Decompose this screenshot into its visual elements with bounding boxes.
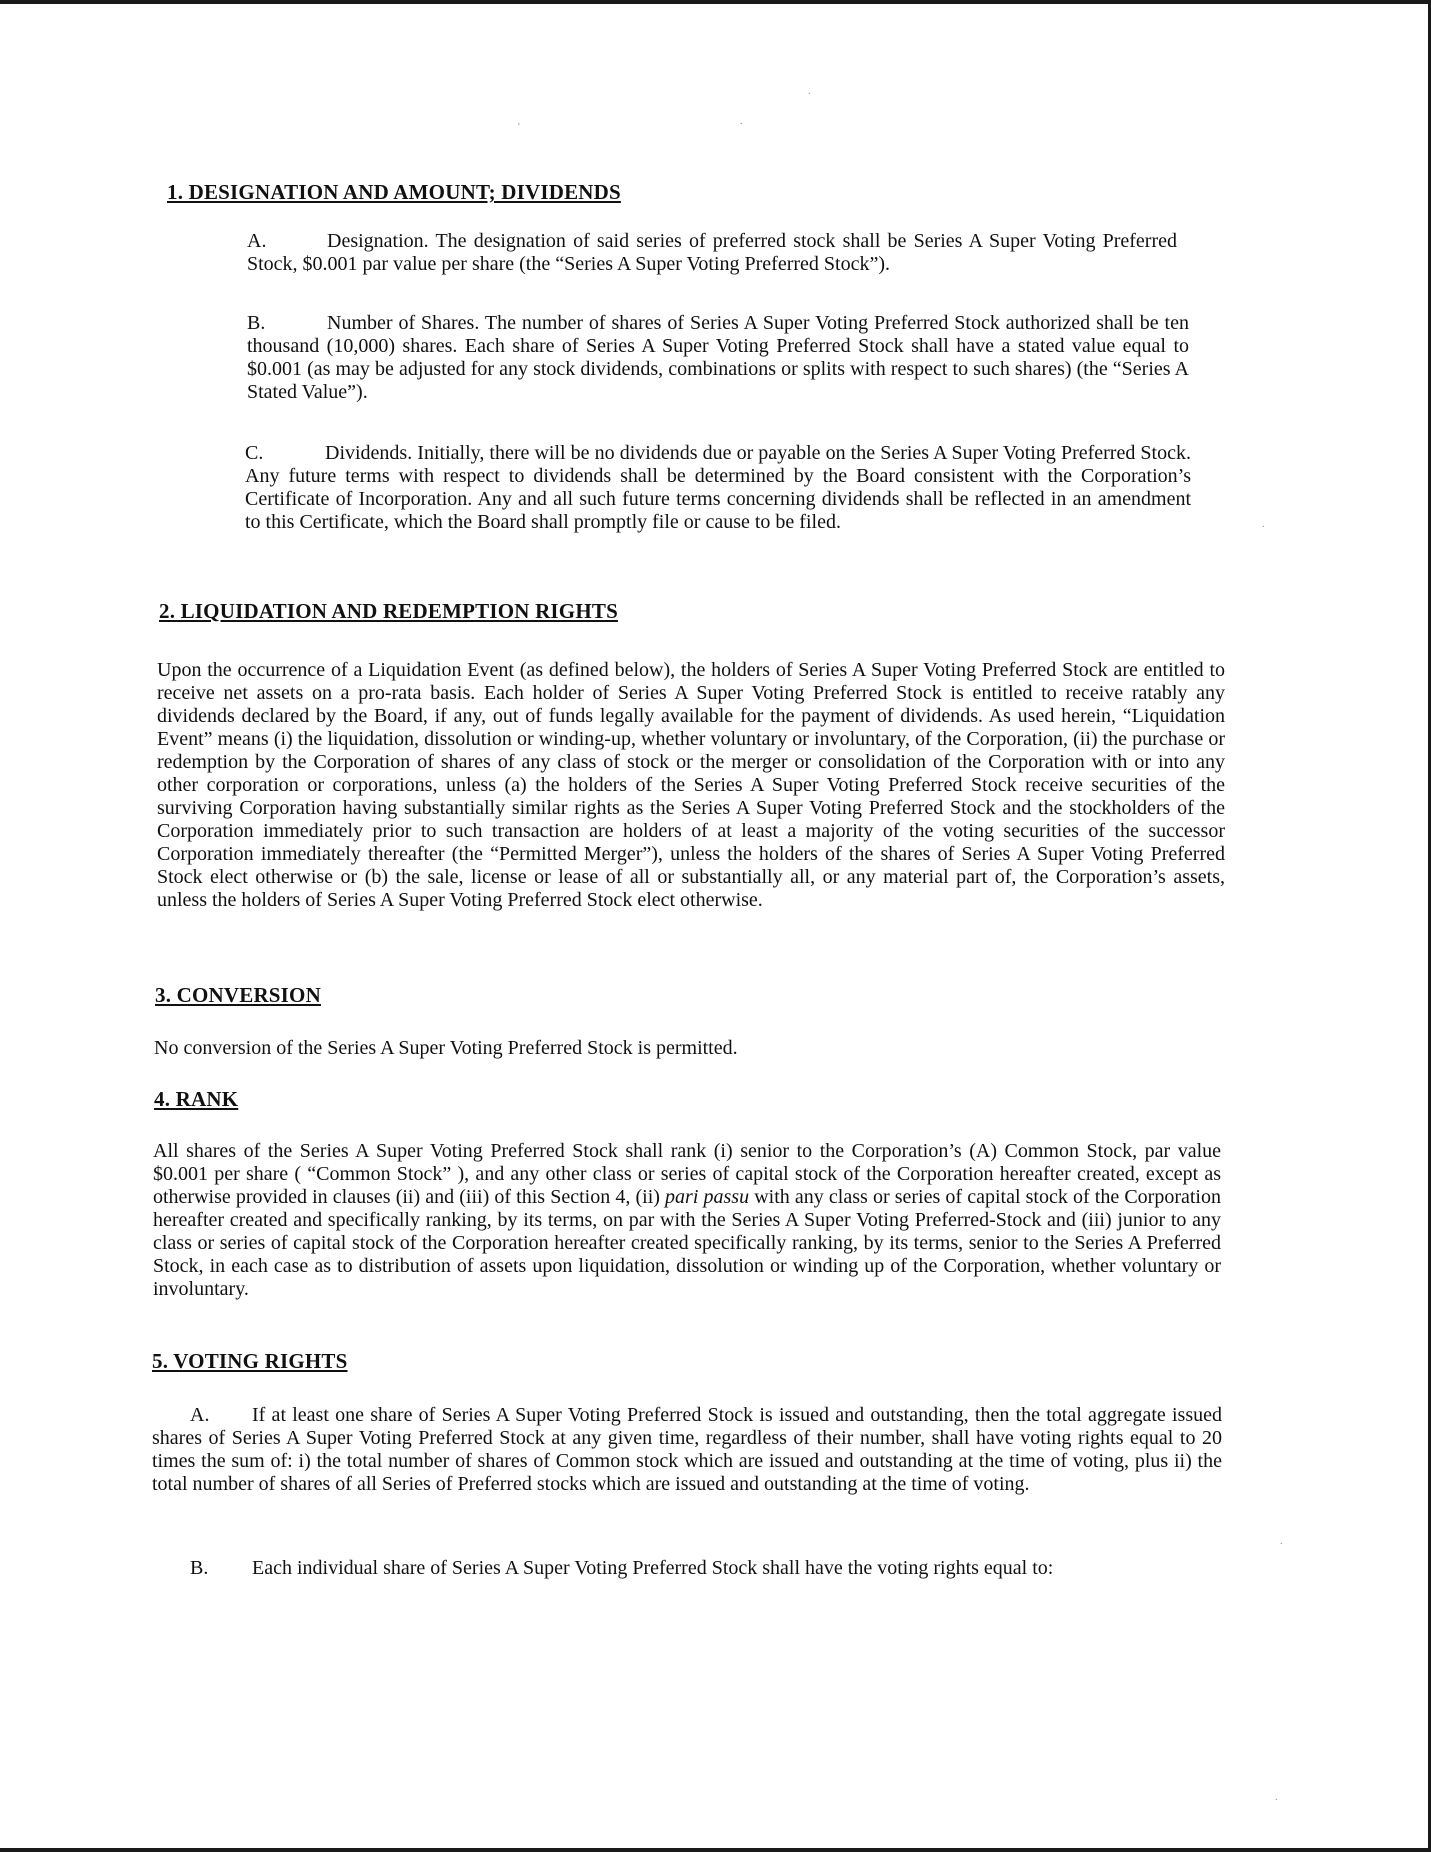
scan-speck: ' (518, 122, 520, 133)
paragraph-marker: A. (247, 230, 267, 252)
rank-italic-term: pari passu (665, 1186, 750, 1208)
section-3-heading: 3. CONVERSION (155, 983, 321, 1007)
paragraph-text: If at least one share of Series A Super Voting Preferred Stock is issued and outstanding, then the total aggregate issued shares of Series A Super Voting Preferred Stock at any given time, regardless of their number, shall have voting rights equal to 20 times the sum of: i) the total number of shares of Common stock which are issued and outstanding at the time of voting, plus ii) the total number of shares of all Series of Preferred stocks which are issued and outstanding at the time of voting. (152, 1404, 1222, 1495)
section-2-heading: 2. LIQUIDATION AND REDEMPTION RIGHTS (159, 599, 618, 623)
paragraph-text: Designation. The designation of said series of preferred stock shall be Series A Super Voting Preferred Stock, $0.001 par value per share (the “Series A Super Voting Preferred Stock”). (247, 230, 1177, 275)
paragraph-marker: B. (190, 1557, 209, 1579)
paragraph-marker: C. (245, 442, 264, 464)
paragraph-marker: A. (190, 1404, 210, 1426)
scan-speck: . (740, 116, 743, 127)
section-5-heading: 5. VOTING RIGHTS (152, 1349, 348, 1373)
rank-text-part-2: with any class or series of capital stock of the Corporation hereafter created and specifically ranking, by its terms, on par with the Series A Super Voting Preferred-Stock and (iii) junior to any class or series of capital stock of the Corporation hereafter created specifically ranking, by its terms, senior to the Series A Preferred Stock, in each case as to distribution of assets upon liquidation, dissolution or winding up of the Corporation, whether voluntary or involuntary. (153, 1186, 1221, 1300)
paragraph-text: Number of Shares. The number of shares of Series A Super Voting Preferred Stock authorized shall be ten thousand (10,000) shares. Each share of Series A Super Voting Preferred Stock shall have a stated value equal to $0.001 (as may be adjusted for any stock dividends, combinations or splits with respect to such shares) (the “Series A Stated Value”). (247, 312, 1189, 403)
section-2-body: Upon the occurrence of a Liquidation Event (as defined below), the holders of Series A Super Voting Preferred Stock are entitled to receive net assets on a pro-rata basis. Each holder of Series A Super Voting Preferred Stock is entitled to receive ratably any dividends declared by the Board, if any, out of funds legally available for the payment of dividends. As used herein, “Liquidation Event” means (i) the liquidation, dissolution or winding-up, whether voluntary or involuntary, of the Corporation, (ii) the purchase or redemption by the Corporation of shares of any class of stock or the merger or consolidation of the Corporation with or into any other corporation or corporations, unless (a) the holders of the Series A Super Voting Preferred Stock receive securities of the surviving Corporation having substantially similar rights as the Series A Super Voting Preferred Stock and the stockholders of the Corporation immediately prior to such transaction are holders of at least a majority of the voting securities of the successor Corporation immediately thereafter (the “Permitted Merger”), unless the holders of the shares of Series A Super Voting Preferred Stock elect otherwise or (b) the sale, license or lease of all or substantially all, or any material part of, the Corporation’s assets, unless the holders of Series A Super Voting Preferred Stock elect otherwise. (157, 659, 1225, 911)
section-1-heading: 1. DESIGNATION AND AMOUNT; DIVIDENDS (167, 180, 621, 204)
scan-speck: . (808, 86, 811, 97)
scan-speck: . (1262, 519, 1265, 530)
section-3-body: No conversion of the Series A Super Voting Preferred Stock is permitted. (154, 1037, 738, 1059)
section-5-paragraph-a (152, 1404, 1222, 1496)
scan-speck: . (1280, 1536, 1283, 1547)
section-4-body (153, 1140, 1221, 1301)
section-1-paragraph-a (247, 230, 1177, 276)
section-1-paragraph-b (247, 312, 1189, 404)
paragraph-text: Each individual share of Series A Super Voting Preferred Stock shall have the voting rights equal to: (252, 1557, 1054, 1579)
section-4-heading: 4. RANK (154, 1087, 239, 1111)
rank-text-part-1: All shares of the Series A Super Voting Preferred Stock shall rank (i) senior to the Corporation’s (A) Common Stock, par value $0.001 per share ( “Common Stock” ), and any other class or series of capital stock of the Corporation hereafter created, except as otherwise provided in clauses (ii) and (iii) of this Section 4, (ii) (153, 1140, 1221, 1208)
paragraph-text: Dividends. Initially, there will be no dividends due or payable on the Series A Super Voting Preferred Stock. Any future terms with respect to dividends shall be determined by the Board consistent with the Corporation’s Certificate of Incorporation. Any and all such future terms concerning dividends shall be reflected in an amendment to this Certificate, which the Board shall promptly file or cause to be filed. (245, 442, 1191, 533)
section-1-paragraph-c (245, 442, 1191, 534)
section-5-paragraph-b (190, 1557, 1230, 1580)
paragraph-marker: B. (247, 312, 266, 334)
scan-speck: . (1275, 1792, 1278, 1803)
